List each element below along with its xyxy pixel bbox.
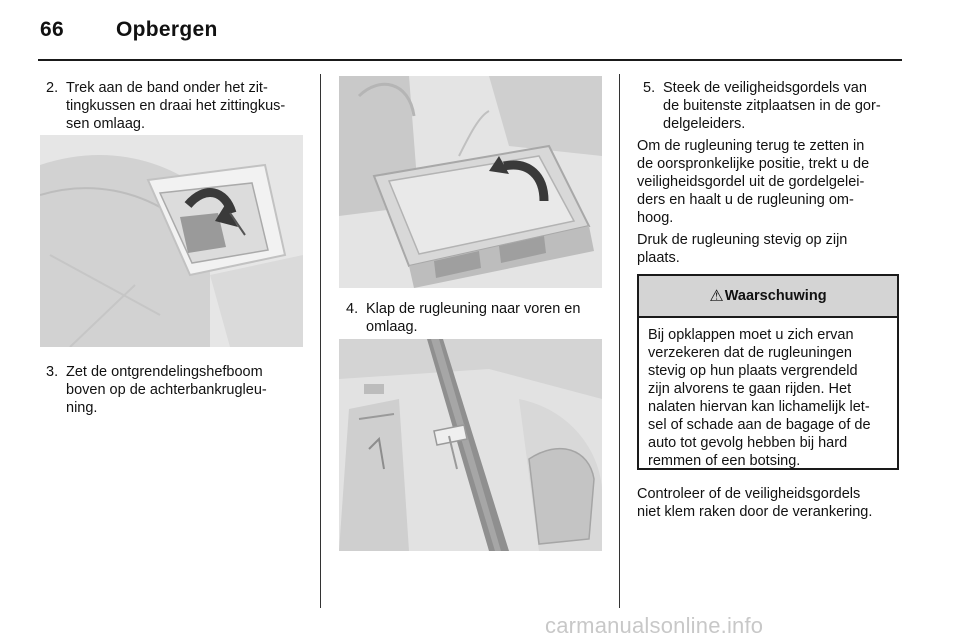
paragraph-reset-backrest: [637, 137, 869, 227]
column-divider-1: [320, 74, 321, 608]
step-text-line: Trek aan de band onder het zit-: [66, 80, 268, 96]
warning-line: verzekeren dat de rugleuningen: [648, 345, 852, 361]
step-text-line: boven op de achterbankrugleu-: [66, 382, 267, 398]
warning-line: stevig op hun plaats vergrendeld: [648, 363, 858, 379]
paragraph-line: veiligheidsgordel uit de gordelgelei-: [637, 174, 865, 190]
warning-text: [648, 326, 898, 470]
step-text-line: Zet de ontgrendelingshefboom: [66, 364, 263, 380]
step-text-line: delgeleiders.: [663, 116, 746, 132]
warning-title: Waarschuwing: [724, 288, 827, 304]
watermark: carmanualsonline.info: [545, 613, 764, 638]
paragraph-line: Druk de rugleuning stevig op zijn: [637, 232, 848, 248]
paragraph-line: de oorspronkelijke positie, trekt u de: [637, 156, 870, 172]
step-text-line: ning.: [66, 400, 98, 416]
warning-line: sel of schade aan de bagage of de: [648, 417, 871, 433]
paragraph-check-belts: [637, 485, 872, 521]
paragraph-line: Controleer of de veiligheidsgordels: [637, 486, 861, 502]
figure-seat-cushion-strap: [40, 135, 303, 347]
header-rule: [38, 59, 902, 61]
step-text-line: Klap de rugleuning naar voren en: [366, 301, 581, 317]
warning-header: [639, 276, 897, 318]
warning-line: Bij opklappen moet u zich ervan: [648, 327, 854, 343]
warning-line: zijn alvorens te gaan rijden. Het: [648, 381, 852, 397]
warning-line: remmen of een botsing.: [648, 453, 801, 469]
step-text-line: tingkussen en draai het zittingkus-: [66, 98, 286, 114]
page-number: 66: [40, 18, 64, 41]
paragraph-line: Om de rugleuning terug te zetten in: [637, 138, 865, 154]
step-number: 2.: [46, 80, 59, 96]
warning-triangle-icon: ⚠: [709, 288, 724, 305]
step-number: 4.: [346, 301, 359, 317]
section-title: Opbergen: [116, 18, 218, 41]
paragraph-line: hoog.: [637, 210, 674, 226]
step-number: 5.: [643, 80, 656, 96]
step-text-line: de buitenste zitplaatsen in de gor-: [663, 98, 881, 114]
warning-box: [637, 274, 899, 470]
step-text-line: Steek de veiligheidsgordels van: [663, 80, 867, 96]
paragraph-line: plaats.: [637, 250, 680, 266]
figure-fold-backrest: [339, 76, 602, 288]
step-text-line: omlaag.: [366, 319, 418, 335]
step-text-line: sen omlaag.: [66, 116, 145, 132]
figure-belt-guide: [339, 339, 602, 551]
paragraph-line: niet klem raken door de verankering.: [637, 504, 873, 520]
step-number: 3.: [46, 364, 59, 380]
paragraph-line: ders en haalt u de rugleuning om-: [637, 192, 854, 208]
warning-line: auto tot gevolg hebben bij hard: [648, 435, 848, 451]
column-divider-2: [619, 74, 620, 608]
warning-line: nalaten hiervan kan lichamelijk let-: [648, 399, 870, 415]
paragraph-press-backrest: [637, 231, 847, 267]
